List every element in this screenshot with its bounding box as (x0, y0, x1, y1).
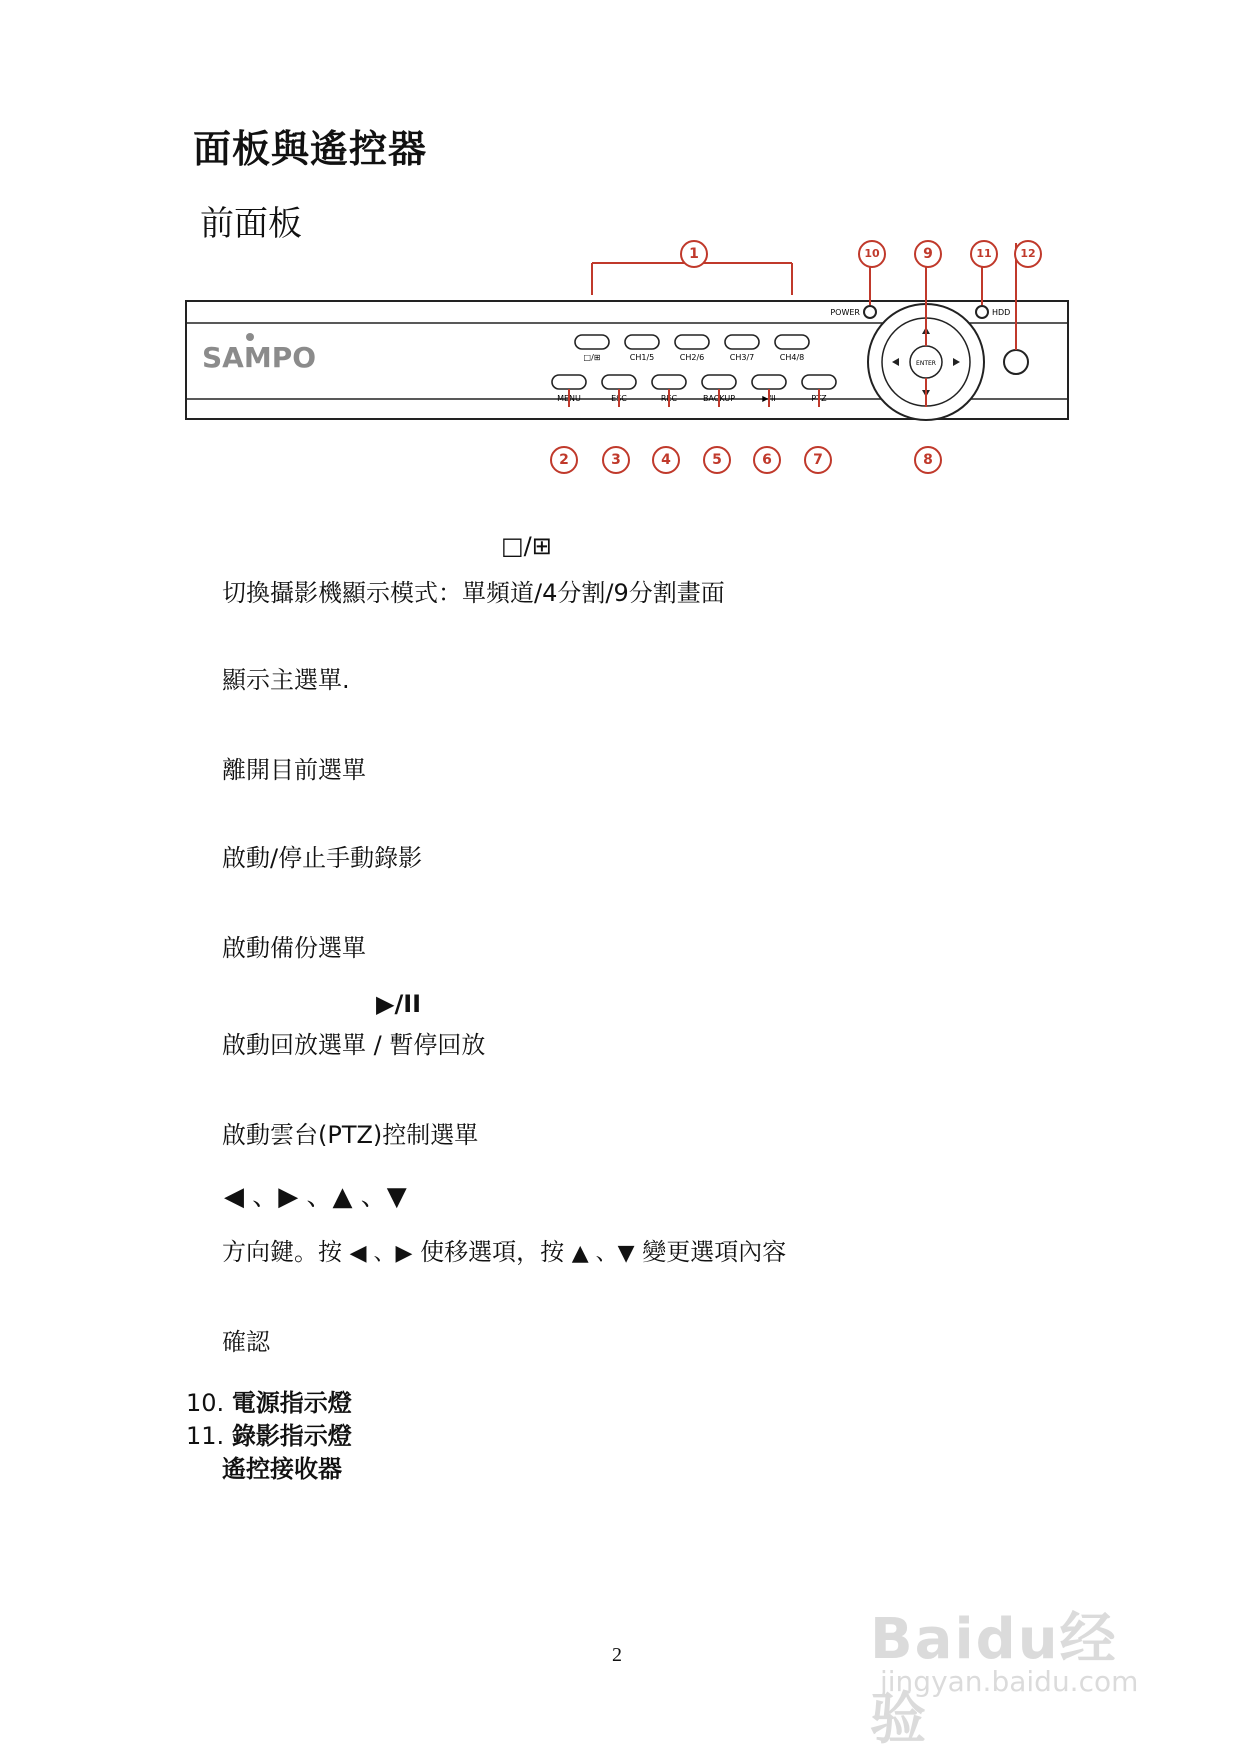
item-5-desc: 啟動備份選單 (222, 934, 366, 962)
front-panel-diagram (180, 235, 1080, 485)
svg-text:CH3/7: CH3/7 (729, 353, 755, 362)
item-10-number: 10. (186, 1389, 225, 1417)
ptz-button[interactable] (802, 375, 836, 389)
power-led (864, 306, 876, 318)
watermark-brand: Baidu经验 (870, 1607, 1118, 1752)
item-11-number: 11. (186, 1422, 225, 1450)
ch3-button[interactable] (725, 335, 759, 349)
item-2-desc: 顯示主選單. (222, 666, 350, 694)
play-pause-button[interactable] (752, 375, 786, 389)
callout-2: 2 (550, 446, 578, 474)
svg-text:REC: REC (660, 394, 678, 403)
esc-button[interactable] (602, 375, 636, 389)
svg-text:HDD: HDD (992, 308, 1011, 317)
ch2-button[interactable] (675, 335, 709, 349)
play-pause-symbol: ▶/II (376, 990, 422, 1018)
section-heading: 前面板 (200, 204, 302, 244)
backup-button[interactable] (702, 375, 736, 389)
item-11-desc: 錄影指示燈 (231, 1422, 352, 1450)
svg-text:POWER: POWER (830, 308, 860, 317)
item-10-desc: 電源指示燈 (231, 1389, 352, 1417)
page-number: 2 (612, 1644, 622, 1666)
callout-8: 8 (914, 446, 942, 474)
svg-text:PTZ: PTZ (811, 394, 827, 403)
callout-1: 1 (680, 240, 708, 268)
callout-12: 12 (1014, 240, 1042, 268)
watermark (870, 1555, 1170, 1752)
ir-receiver (1004, 350, 1028, 374)
item-1-desc: 切換攝影機顯示模式：單頻道/4分割/9分割畫面 (222, 579, 725, 607)
ch4-button[interactable] (775, 335, 809, 349)
page-heading: 面板與遙控器 (193, 127, 428, 171)
direction-symbols: ◀ 、▶ 、▲ 、▼ (224, 1182, 407, 1212)
callout-9: 9 (914, 240, 942, 268)
mode-button[interactable] (575, 335, 609, 349)
item-3-desc: 離開目前選單 (222, 756, 366, 784)
item-6-desc: 啟動回放選單 / 暫停回放 (222, 1031, 486, 1059)
item-4-desc: 啟動/停止手動錄影 (222, 844, 423, 872)
item-10 (186, 1383, 352, 1418)
svg-text:CH2/6: CH2/6 (679, 353, 705, 362)
callout-4: 4 (652, 446, 680, 474)
item-11 (186, 1416, 352, 1451)
watermark-url: jingyan.baidu.com (880, 1665, 1139, 1698)
svg-text:□/⊞: □/⊞ (583, 353, 601, 362)
item-8-desc: 方向鍵。按 ◀ 、▶ 使移選項，按 ▲ 、▼ 變更選項內容 (222, 1238, 787, 1266)
ch1-button[interactable] (625, 335, 659, 349)
svg-text:CH4/8: CH4/8 (779, 353, 805, 362)
svg-text:ENTER: ENTER (916, 360, 936, 367)
brand-logo: SAMPO (202, 341, 317, 374)
svg-text:▶/II: ▶/II (762, 394, 776, 403)
callout-3: 3 (602, 446, 630, 474)
item-12-desc: 遙控接收器 (222, 1455, 342, 1483)
hdd-led (976, 306, 988, 318)
item-7-desc: 啟動雲台(PTZ)控制選單 (222, 1121, 479, 1149)
item-9-desc: 確認 (222, 1328, 270, 1356)
callout-5: 5 (703, 446, 731, 474)
svg-text:CH1/5: CH1/5 (629, 353, 655, 362)
svg-text:BACKUP: BACKUP (702, 394, 736, 403)
callout-11: 11 (970, 240, 998, 268)
svg-text:ESC: ESC (611, 394, 627, 403)
callout-7: 7 (804, 446, 832, 474)
callout-10: 10 (858, 240, 886, 268)
callout-6: 6 (753, 446, 781, 474)
rec-button[interactable] (652, 375, 686, 389)
svg-text:MENU: MENU (557, 394, 581, 403)
mode-symbol: □/⊞ (501, 532, 552, 560)
menu-button[interactable] (552, 375, 586, 389)
